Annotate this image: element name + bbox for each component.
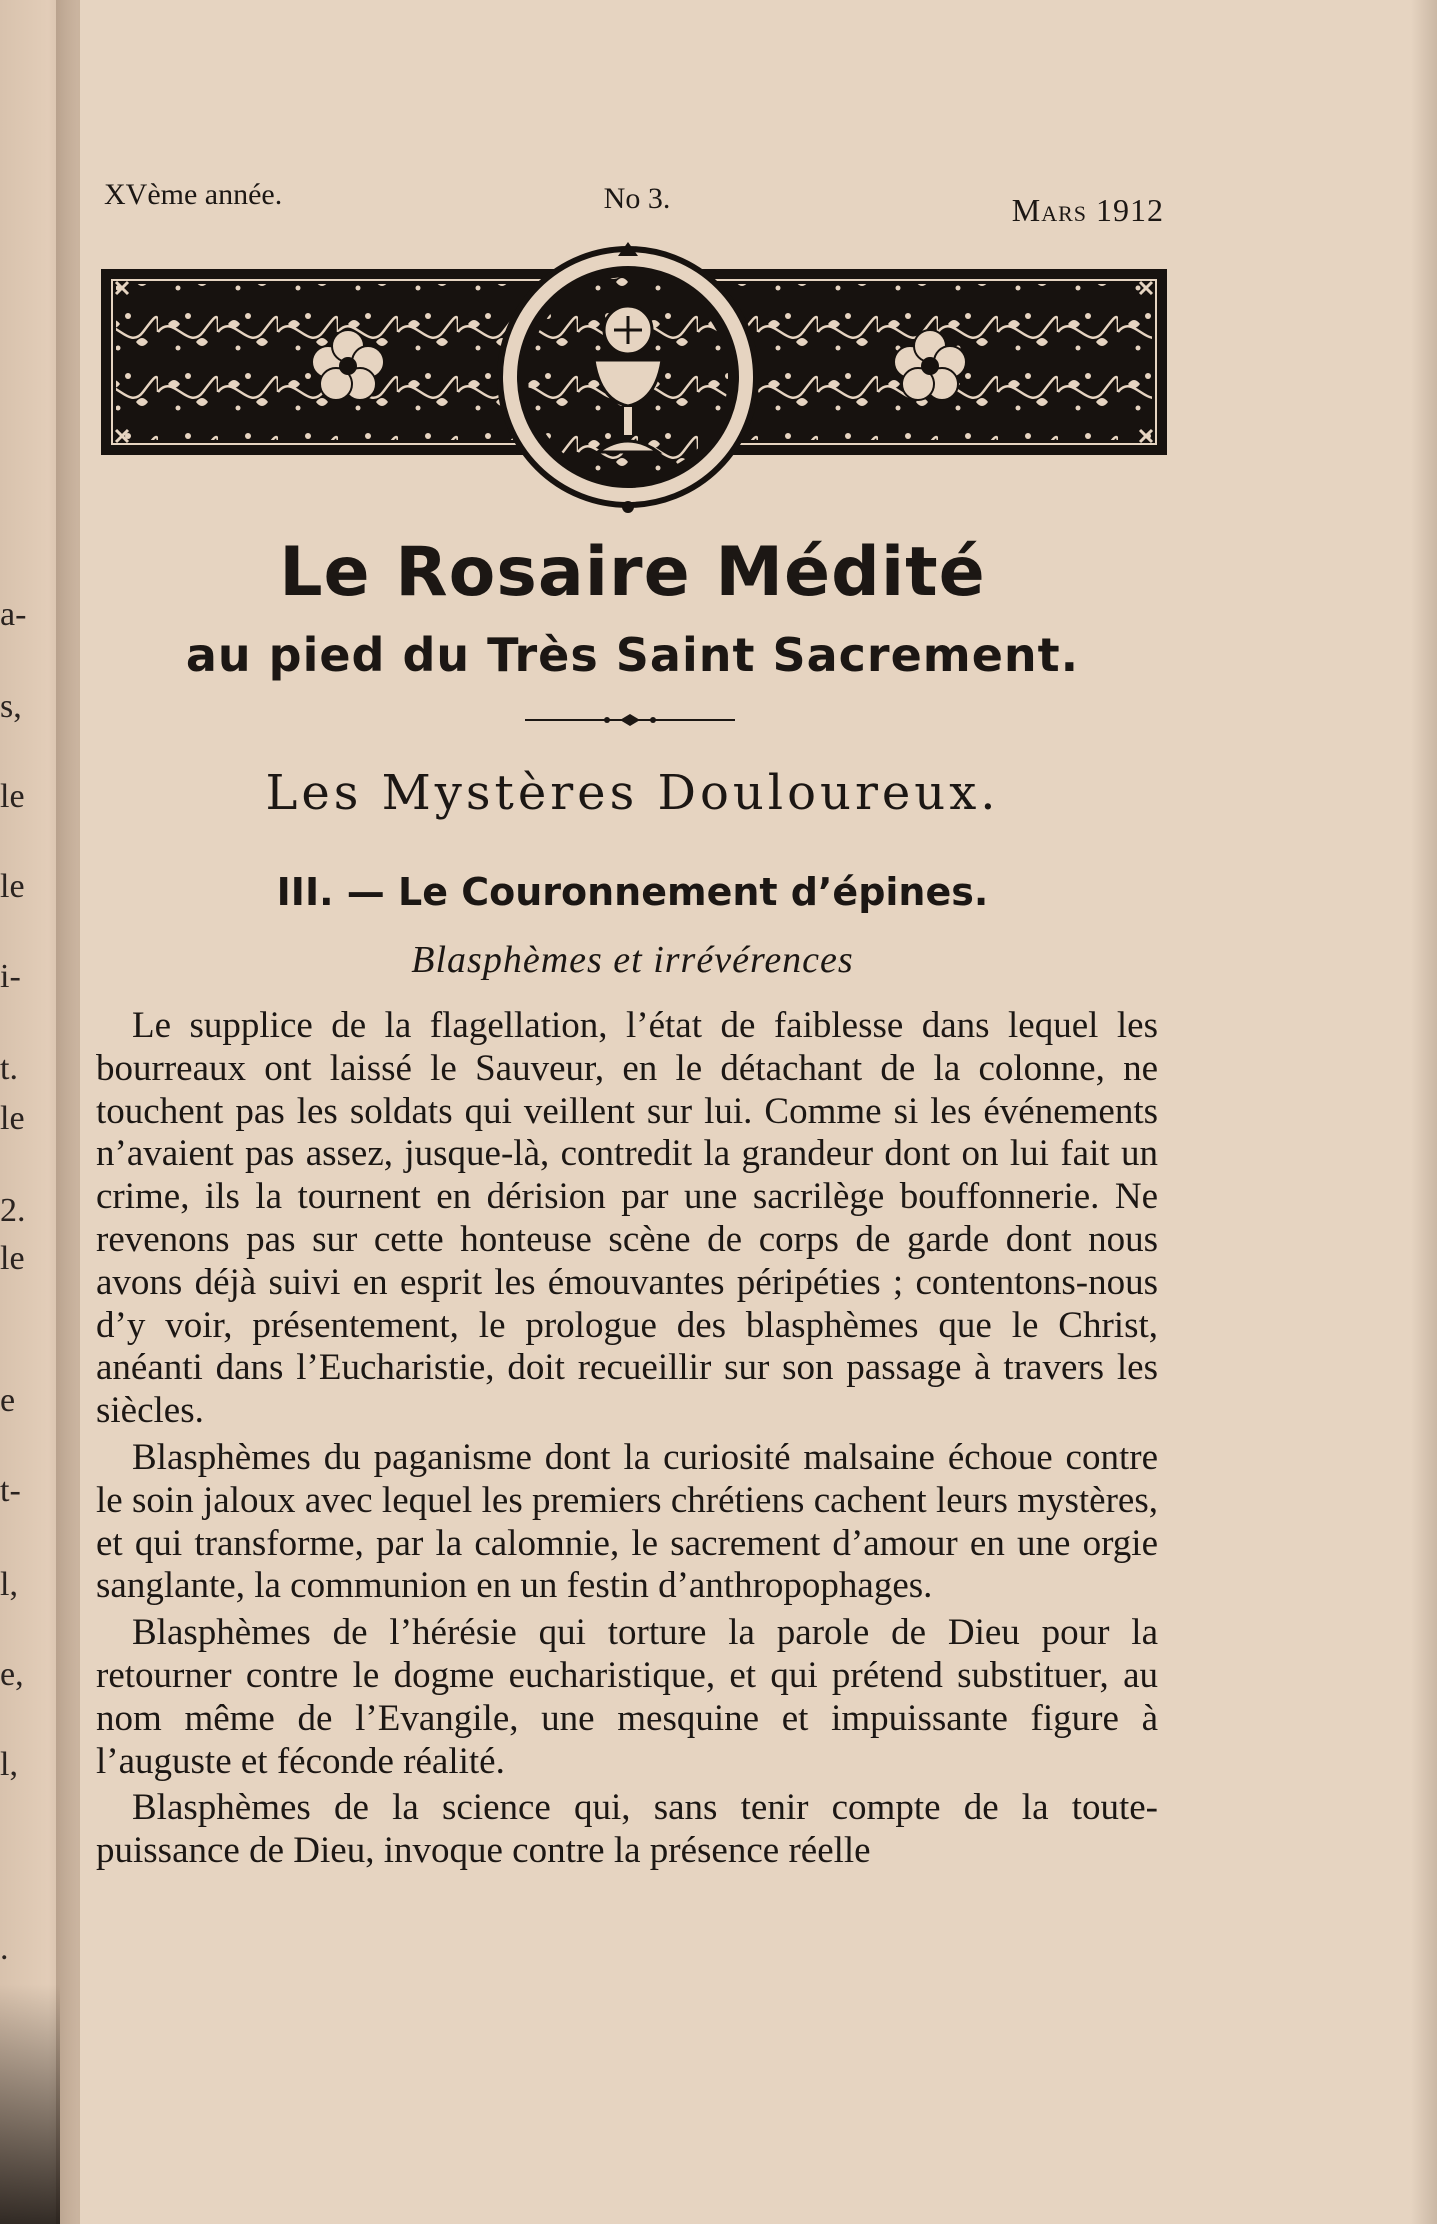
issue-header bbox=[104, 178, 1164, 228]
article-subtitle: au pied du Très Saint Sacrement. bbox=[185, 628, 1080, 682]
fragment: s, bbox=[0, 688, 22, 725]
fragment: 2. bbox=[0, 1192, 26, 1229]
fragment: l, bbox=[0, 1746, 18, 1783]
article-title: Le Rosaire Médité bbox=[279, 533, 986, 612]
previous-page-fragments bbox=[0, 0, 56, 2224]
fragment: e bbox=[0, 1382, 16, 1419]
fragment: le bbox=[0, 868, 25, 905]
fragment: i- bbox=[0, 958, 21, 995]
issue-number: No 3. bbox=[603, 182, 671, 215]
fragment: . bbox=[0, 1930, 9, 1967]
page-edge-right bbox=[1411, 0, 1437, 2224]
fragment: a- bbox=[0, 596, 27, 633]
paragraph: Blasphèmes de l’hérésie qui torture la parole de Dieu pour la retourner contre le dogme eucharistique, et qui prétend substituer, au nom même de l’Evangile, une mesquine et impuissante figure à l’auguste et féconde réalité. bbox=[96, 1612, 1158, 1782]
article-body bbox=[96, 1005, 1158, 1877]
paragraph: Blasphèmes de la science qui, sans tenir compte de la toute-puissance de Dieu, invoque contre la présence réelle bbox=[96, 1787, 1158, 1872]
fragment: le bbox=[0, 1240, 25, 1277]
issue-date: Mars 1912 bbox=[1011, 192, 1164, 228]
fragment: t. bbox=[0, 1050, 18, 1087]
gutter-shadow bbox=[56, 0, 78, 2224]
paragraph: Blasphèmes du paganisme dont la curiosité malsaine échoue contre le soin jaloux avec lequel les premiers chrétiens cachent leurs mystères, et qui transforme, par la calomnie, le sacrement d’amour en une orgie sanglante, la communion en un festin d’anthropophages. bbox=[96, 1436, 1158, 1607]
mystery-title: III. — Le Couronnement d’épines. bbox=[276, 870, 989, 914]
paragraph: Le supplice de la flagellation, l’état de faiblesse dans lequel les bourreaux ont laissé le Sauveur, en le détachant de la colonne, ne touchent pas les soldats qui veillent sur lui. Comme si les événements n’avaient pas assez, jusque-là, contredit la grandeur dont on lui fait un crime, ils la tournent en dérision par une sacrilège bouffonnerie. Ne revenons pas sur cette honteuse scène de corps de garde dont nous avons déjà suivi en esprit les émouvantes péripéties ; contentons-nous d’y voir, présentement, le prologue des blasphèmes que le Christ, anéanti dans l’Eucharistie, doit recueillir sur son passage à travers les siècles. bbox=[96, 1005, 1158, 1432]
issue-year: XVème année. bbox=[104, 178, 283, 211]
mystery-subtitle: Blasphèmes et irrévérences bbox=[411, 939, 854, 981]
section-title: Les Mystères Douloureux. bbox=[265, 765, 1000, 821]
ornamental-divider bbox=[525, 712, 735, 728]
binding-shadow bbox=[0, 1984, 60, 2224]
fragment: e, bbox=[0, 1656, 24, 1693]
fragment: le bbox=[0, 1100, 25, 1137]
fragment: t- bbox=[0, 1472, 21, 1509]
fragment: le bbox=[0, 778, 25, 815]
journal-page bbox=[90, 0, 1180, 2224]
fragment: l, bbox=[0, 1566, 18, 1603]
ornamental-headpiece bbox=[98, 242, 1173, 514]
